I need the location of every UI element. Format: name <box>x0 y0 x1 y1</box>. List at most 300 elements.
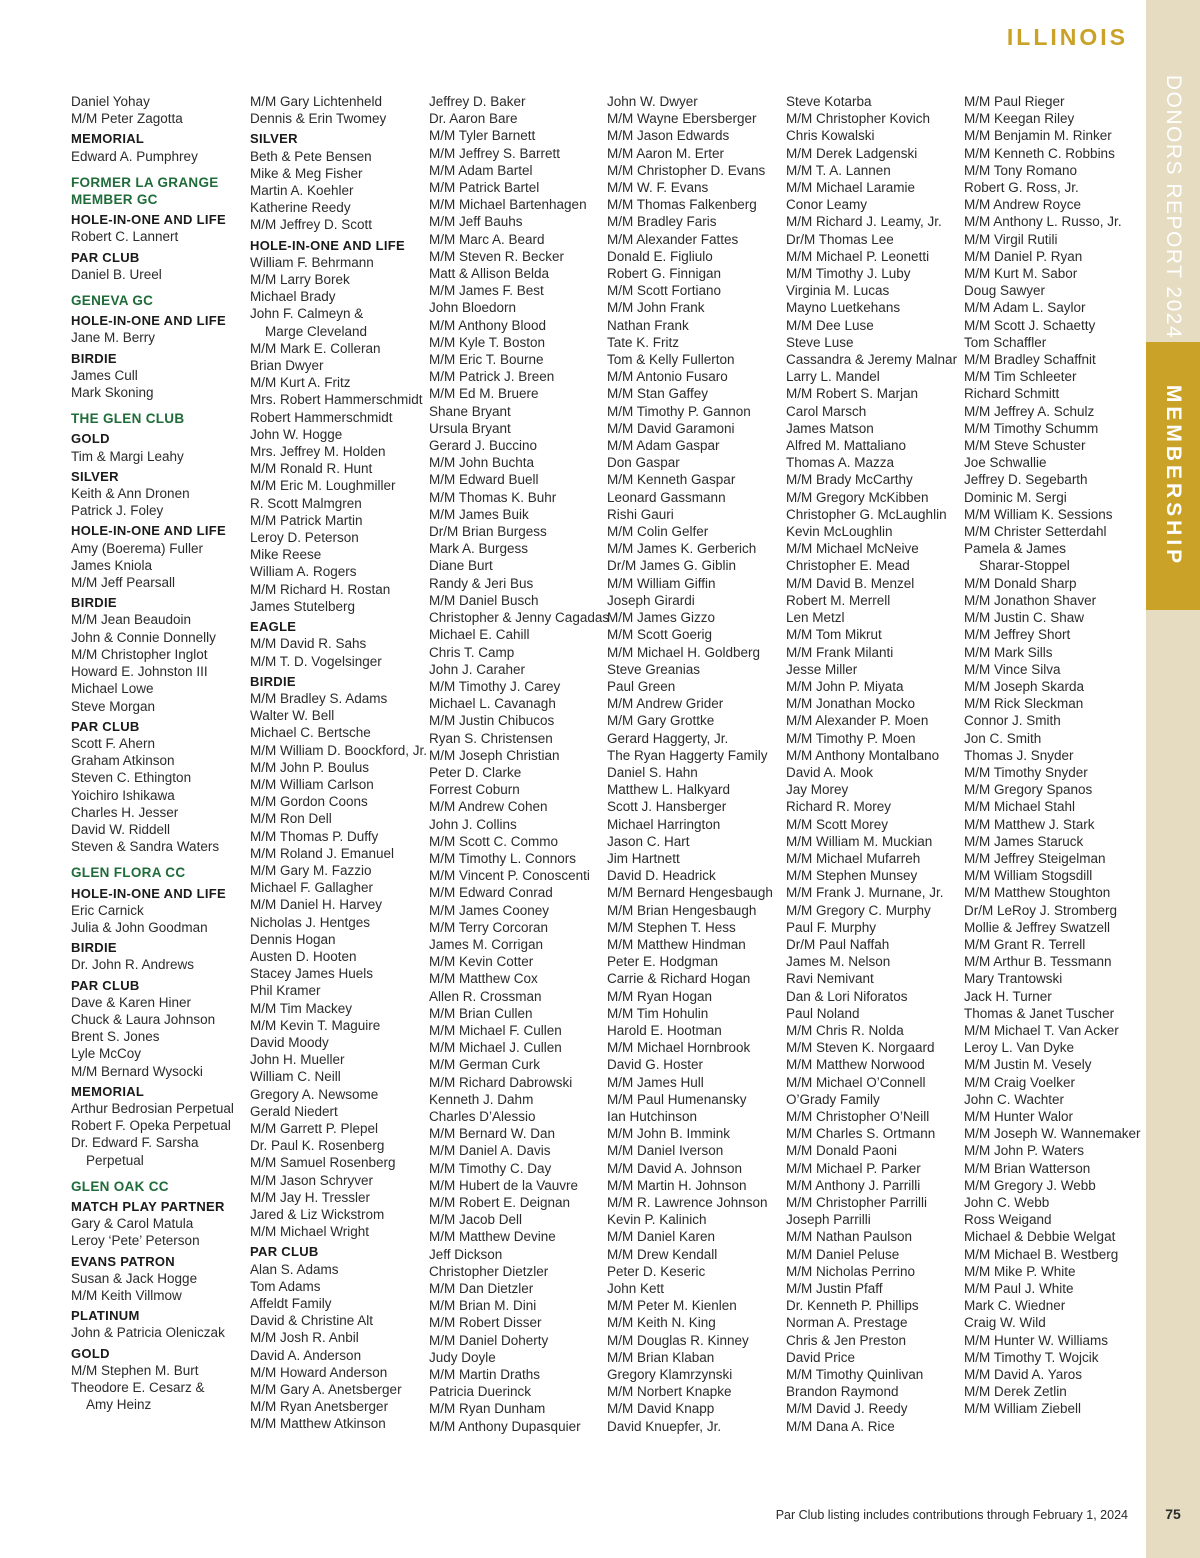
donor-name: Jane M. Berry <box>71 330 156 346</box>
donor-name: Forrest Coburn <box>429 782 520 798</box>
donor-name: Dr. Edward F. Sarsha <box>71 1135 199 1151</box>
donor-name: Michael Brady <box>250 289 336 305</box>
donor-name: M/M Kevin T. Maguire <box>250 1017 381 1033</box>
donor-name: Scott J. Hansberger <box>607 799 727 815</box>
donor-name: Keith & Ann Dronen <box>71 486 190 502</box>
donor-name: M/M Richard J. Leamy, Jr. <box>786 214 942 230</box>
donor-name: M/M Matthew Hindman <box>607 936 746 952</box>
donor-name: M/M Robert E. Deignan <box>429 1195 571 1210</box>
donor-name: Dr/M Thomas Lee <box>786 231 894 247</box>
donor-name: M/M James Cooney <box>429 902 550 918</box>
donor-name: M/M Michael Mufarreh <box>786 850 921 866</box>
donor-name: M/M Daniel Doherty <box>429 1332 549 1348</box>
donor-name: Cassandra & Jeremy Malnar <box>786 352 958 368</box>
donor-name: Chris Kowalski <box>786 128 875 144</box>
donor-name: M/M Thomas Falkenberg <box>607 197 757 213</box>
level-heading: SILVER <box>71 468 119 484</box>
donor-name: Graham Atkinson <box>71 753 175 769</box>
donor-name: M/M Paul J. White <box>964 1281 1074 1297</box>
level-heading: MEMORIAL <box>71 131 145 147</box>
donor-name: Jay Morey <box>786 782 849 798</box>
donor-name: M/M Gary Lichtenheld <box>250 94 383 109</box>
donor-name: Dr. Paul K. Rosenberg <box>250 1138 385 1154</box>
donor-name: M/M James Gizzo <box>607 610 716 626</box>
donor-name: M/M Larry Borek <box>250 272 350 288</box>
level-heading: MEMORIAL <box>71 1083 145 1099</box>
donor-name: M/M Andrew Cohen <box>429 799 548 815</box>
donor-name: M/M Brian Watterson <box>964 1160 1091 1176</box>
donor-name: Christopher Dietzler <box>429 1263 549 1279</box>
donor-name: M/M Robert Disser <box>429 1315 542 1331</box>
donor-name: M/M Daniel Karen <box>607 1229 716 1245</box>
donor-name: Gregory Klamrzynski <box>607 1367 733 1383</box>
donor-name: M/M David A. Johnson <box>607 1160 743 1176</box>
donor-name: M/M Joseph Christian <box>429 747 560 763</box>
donor-name: David Knuepfer, Jr. <box>607 1418 722 1434</box>
donor-name: Conor Leamy <box>786 197 868 213</box>
donor-name: M/M Anthony J. Parrilli <box>786 1177 921 1193</box>
donor-name: M/M John B. Immink <box>607 1126 731 1142</box>
page-number: 75 <box>1165 1506 1181 1522</box>
donor-name: John Kett <box>607 1281 665 1297</box>
donor-name: M/M Derek Ladgenski <box>786 145 918 161</box>
donor-name: Virginia M. Lucas <box>786 283 890 299</box>
donor-name: James Matson <box>786 420 874 436</box>
donor-name: Nathan Frank <box>607 317 689 333</box>
donor-name: David D. Headrick <box>607 868 716 884</box>
donor-name: M/M Jason Edwards <box>607 128 730 144</box>
donor-name: Michael Lowe <box>71 681 154 697</box>
donor-name: John H. Mueller <box>250 1052 345 1068</box>
donor-name: David G. Hoster <box>607 1057 704 1073</box>
donor-name: M/M Adam Bartel <box>429 162 533 178</box>
donor-name: Robert Hammerschmidt <box>250 409 393 425</box>
donor-name: M/M Andrew Grider <box>607 696 724 712</box>
donor-name: M/M Vincent P. Conoscenti <box>429 868 590 884</box>
donor-name: M/M Steven R. Becker <box>429 248 565 264</box>
donor-name: Paul F. Murphy <box>786 919 877 935</box>
donor-name: M/M Matthew Devine <box>429 1229 556 1245</box>
donor-name: M/M Edward Buell <box>429 472 539 488</box>
level-heading: PLATINUM <box>71 1308 140 1324</box>
donor-name: M/M Michael Bartenhagen <box>429 197 587 213</box>
donor-name: Robert F. Opeka Perpetual <box>71 1118 231 1134</box>
donor-name: Jim Hartnett <box>607 850 680 866</box>
donor-name: Ian Hutchinson <box>607 1108 698 1124</box>
donor-name: Ryan S. Christensen <box>429 730 553 746</box>
donor-name: M/M John P. Miyata <box>786 678 904 694</box>
donor-name: Katherine Reedy <box>250 200 351 216</box>
donor-name: M/M Christopher D. Evans <box>607 162 766 178</box>
club-heading: THE GLEN CLUB <box>71 411 185 427</box>
donor-column-1 <box>71 93 245 1413</box>
donor-name: M/M Kenneth Gaspar <box>607 472 736 488</box>
donor-name: M/M Dee Luse <box>786 317 874 333</box>
donor-name: Christopher E. Mead <box>786 558 910 574</box>
donor-name: Yoichiro Ishikawa <box>71 787 175 803</box>
level-heading: BIRDIE <box>250 673 296 689</box>
donor-name: Peter D. Keseric <box>607 1263 706 1279</box>
donor-name: M/M Scott C. Commo <box>429 833 559 849</box>
donor-name: Randy & Jeri Bus <box>429 575 534 591</box>
donor-name: John C. Wachter <box>964 1091 1065 1107</box>
donor-name: M/M Bernard Wysocki <box>71 1063 203 1079</box>
donor-name: Dennis Hogan <box>250 931 336 947</box>
donor-name: M/M Daniel H. Harvey <box>250 897 383 913</box>
footer-note: Par Club listing includes contributions through February 1, 2024 <box>775 1508 1128 1522</box>
sidebar <box>1146 0 1200 1558</box>
donor-name: M/M Alexander Fattes <box>607 231 739 247</box>
donor-name: M/M Tony Romano <box>964 162 1078 178</box>
donor-name: Eric Carnick <box>71 902 144 918</box>
donor-name: M/M Anthony Dupasquier <box>429 1418 581 1434</box>
donor-name: David & Christine Alt <box>250 1313 374 1329</box>
donor-name: Steven C. Ethington <box>71 770 192 786</box>
donor-name: M/M Timothy Quinlivan <box>786 1367 924 1383</box>
donor-name: M/M Chris R. Nolda <box>786 1022 904 1038</box>
donor-name: Steven & Sandra Waters <box>71 839 220 855</box>
donor-name: M/M William Ziebell <box>964 1401 1082 1417</box>
donor-name: M/M Matthew J. Stark <box>964 816 1095 832</box>
donor-name: Shane Bryant <box>429 403 511 419</box>
donor-name: M/M Mark Sills <box>964 644 1053 660</box>
donor-name: M/M Kyle T. Boston <box>429 334 546 350</box>
donor-name: M/M Gordon Coons <box>250 794 368 810</box>
donor-name: Patrick J. Foley <box>71 503 164 519</box>
donor-name: M/M Brian Klaban <box>607 1349 715 1365</box>
level-heading: PAR CLUB <box>250 1244 319 1260</box>
donor-name: M/M John Frank <box>607 300 705 316</box>
donor-name: M/M Peter Zagotta <box>71 111 183 127</box>
donor-name: Michael L. Cavanagh <box>429 696 556 712</box>
donor-name: Judy Doyle <box>429 1349 496 1365</box>
donor-name: Mrs. Jeffrey M. Holden <box>250 444 386 460</box>
donor-name: M/M Matthew Atkinson <box>250 1416 386 1432</box>
donor-name: Thomas A. Mazza <box>786 455 895 471</box>
donor-name: Leroy ‘Pete’ Peterson <box>71 1233 200 1249</box>
donor-name: M/M Tim Schleeter <box>964 369 1077 385</box>
donor-name: M/M Martin H. Johnson <box>607 1177 747 1193</box>
donor-name: M/M Joseph Skarda <box>964 678 1085 694</box>
donor-column-5 <box>786 93 960 1435</box>
donor-name: M/M Timothy P. Moen <box>786 730 916 746</box>
club-heading: MEMBER GC <box>71 192 158 208</box>
donor-name: Brent S. Jones <box>71 1029 160 1045</box>
donor-name: M/M Patrick J. Breen <box>429 369 555 385</box>
donor-name: M/M Antonio Fusaro <box>607 369 728 385</box>
donor-name: Dr. Kenneth P. Phillips <box>786 1298 919 1314</box>
donor-name: M/M Christopher Parrilli <box>786 1195 928 1210</box>
donor-name: Joe Schwallie <box>964 455 1047 471</box>
level-heading: PAR CLUB <box>71 977 140 993</box>
donor-name: M/M Scott Fortiano <box>607 283 722 299</box>
donor-name: M/M Andrew Royce <box>964 197 1082 213</box>
donor-name: M/M Ed M. Bruere <box>429 386 539 402</box>
donor-name: M/M Jeffrey Short <box>964 627 1071 643</box>
donor-name-continued: Marge Cleveland <box>265 323 368 339</box>
donor-name-continued: Perpetual <box>86 1152 144 1168</box>
donor-column-2 <box>250 93 428 1433</box>
donor-name: M/M Kevin Cotter <box>429 954 534 970</box>
level-heading: HOLE-IN-ONE AND LIFE <box>71 212 227 228</box>
donor-name: M/M Timothy C. Day <box>429 1160 552 1176</box>
donor-name: M/M Frank Milanti <box>786 644 894 660</box>
donor-name: M/M Mike P. White <box>964 1263 1076 1279</box>
donor-name: M/M Jeffrey S. Barrett <box>429 145 561 161</box>
donor-name: M/M Gary Grottke <box>607 713 715 729</box>
donor-name: M/M Jeffrey Steigelman <box>964 850 1106 866</box>
donor-name: Robert C. Lannert <box>71 229 179 245</box>
donor-name: Doug Sawyer <box>964 283 1046 299</box>
donor-name: M/M Gregory C. Murphy <box>786 902 931 918</box>
donor-name: M/M Tim Mackey <box>250 1000 353 1016</box>
donor-name: M/M William K. Sessions <box>964 506 1113 522</box>
donor-name: John & Patricia Oleniczak <box>71 1325 225 1341</box>
donor-name: David A. Anderson <box>250 1347 362 1363</box>
donor-name: M/M Michael P. Leonetti <box>786 248 930 264</box>
donor-name: John W. Hogge <box>250 426 343 442</box>
donor-name: Dan & Lori Niforatos <box>786 988 908 1004</box>
donor-name-continued: Sharar-Stoppel <box>979 558 1070 574</box>
donor-name: Carol Marsch <box>786 403 867 419</box>
donor-name: M/M Kurt M. Sabor <box>964 266 1078 282</box>
donor-name: M/M Matthew Stoughton <box>964 885 1111 901</box>
donor-name: Nicholas J. Hentges <box>250 914 371 930</box>
donor-name: M/M Colin Gelfer <box>607 524 709 540</box>
donor-name: Peter D. Clarke <box>429 764 522 780</box>
donor-name: M/M German Curk <box>429 1057 541 1073</box>
donor-name: Dr. John R. Andrews <box>71 957 195 973</box>
donor-name: M/M Drew Kendall <box>607 1246 718 1262</box>
donor-name: M/M Keith Villmow <box>71 1288 182 1303</box>
donor-name: The Ryan Haggerty Family <box>607 747 768 763</box>
donor-name: M/M Timothy L. Connors <box>429 850 577 866</box>
donor-name: Tom Schaffler <box>964 334 1047 350</box>
donor-name: M/M Daniel Peluse <box>786 1246 900 1262</box>
donor-name: M/M Craig Voelker <box>964 1074 1076 1090</box>
donor-name: Jesse Miller <box>786 661 858 677</box>
donor-name: Mark C. Wiedner <box>964 1298 1066 1314</box>
donor-name: David A. Mook <box>786 764 874 780</box>
donor-name: M/M Justin M. Vesely <box>964 1057 1092 1073</box>
donor-name: M/M Justin Pfaff <box>786 1281 883 1297</box>
donor-name: M/M Daniel Busch <box>429 592 539 608</box>
donor-name: John C. Webb <box>964 1195 1050 1210</box>
donor-name: M/M Bernard W. Dan <box>429 1126 556 1142</box>
donor-name: M/M Nicholas Perrino <box>786 1263 916 1279</box>
donor-name: Robert G. Finnigan <box>607 266 722 282</box>
level-heading: BIRDIE <box>71 350 117 366</box>
donor-name: Patricia Duerinck <box>429 1384 532 1400</box>
donor-name: Austen D. Hooten <box>250 948 357 964</box>
donor-name: M/M Michael Laramie <box>786 180 916 196</box>
donor-name: M/M Nathan Paulson <box>786 1229 913 1245</box>
donor-name: M/M Daniel Iverson <box>607 1143 724 1159</box>
donor-name: M/M Arthur B. Tessmann <box>964 954 1112 970</box>
donor-name: Robert G. Ross, Jr. <box>964 180 1079 196</box>
donor-name: M/M Patrick Bartel <box>429 180 540 196</box>
donor-name: Jeffrey D. Segebarth <box>964 472 1088 488</box>
donor-name: John F. Calmeyn & <box>250 306 364 322</box>
donor-name: John W. Dwyer <box>607 94 698 109</box>
donor-name: Daniel Yohay <box>71 94 150 109</box>
donor-name: Phil Kramer <box>250 983 321 999</box>
donor-name: O’Grady Family <box>786 1091 880 1107</box>
donor-name: Joseph Parrilli <box>786 1212 871 1228</box>
donor-name: Tim & Margi Leahy <box>71 448 184 464</box>
donor-name: M/M Adam Gaspar <box>607 438 720 454</box>
donor-name: M/M T. D. Vogelsinger <box>250 653 382 669</box>
donor-name: M/M Jason Schryver <box>250 1172 374 1188</box>
donor-name: M/M Paul Rieger <box>964 94 1065 109</box>
donor-name: John J. Caraher <box>429 661 526 677</box>
donor-name-continued: Amy Heinz <box>86 1397 152 1413</box>
donor-name: Dr/M Brian Burgess <box>429 524 547 540</box>
donor-name: M/M Tim Hohulin <box>607 1005 709 1021</box>
donor-name: M/M Bradley Schaffnit <box>964 352 1096 368</box>
donor-name: John & Connie Donnelly <box>71 629 216 645</box>
donor-name: M/M Brian Hengesbaugh <box>607 902 757 918</box>
donor-name: Chris & Jen Preston <box>786 1332 907 1348</box>
donor-name: M/M Wayne Ebersberger <box>607 111 757 127</box>
donor-name: James Kniola <box>71 557 153 573</box>
donor-name: Dr/M James G. Giblin <box>607 558 737 574</box>
donor-name: M/M Michael Hornbrook <box>607 1040 751 1056</box>
donor-name: M/M James Hull <box>607 1074 704 1090</box>
donor-name: M/M Donald Sharp <box>964 575 1077 591</box>
donor-name: M/M Michael Stahl <box>964 799 1076 815</box>
donor-name: Dr. Aaron Bare <box>429 111 518 127</box>
donor-name: M/M Jay H. Tressler <box>250 1189 371 1205</box>
donor-name: M/M David J. Reedy <box>786 1401 908 1417</box>
donor-name: Leroy L. Van Dyke <box>964 1040 1075 1056</box>
donor-name: Michael E. Cahill <box>429 627 530 643</box>
donor-name: Martin A. Koehler <box>250 183 354 199</box>
club-heading: GLEN FLORA CC <box>71 865 186 881</box>
donor-name: M/M Jeffrey D. Scott <box>250 217 373 233</box>
donor-name: Norman A. Prestage <box>786 1315 908 1331</box>
donor-name: Stacey James Huels <box>250 966 374 982</box>
donor-name: M/M Christopher Inglot <box>71 646 208 662</box>
donor-name: M/M John P. Boulus <box>250 759 370 775</box>
donor-name: Don Gaspar <box>607 455 680 471</box>
club-heading: GLEN OAK CC <box>71 1178 169 1194</box>
donor-name: Michael F. Gallagher <box>250 880 374 896</box>
donor-name: Dr/M Paul Naffah <box>786 936 890 952</box>
donor-name: M/M Jean Beaudoin <box>71 612 192 628</box>
section-title: MEMBERSHIP <box>1162 384 1185 568</box>
donor-name: M/M Daniel A. Davis <box>429 1143 551 1159</box>
donor-name: M/M David B. Menzel <box>786 575 915 591</box>
donor-name: M/M Robert S. Marjan <box>786 386 919 402</box>
donor-name: John J. Collins <box>429 816 517 832</box>
donor-name: M/M Dana A. Rice <box>786 1418 895 1434</box>
donor-name: M/M Timothy J. Luby <box>786 266 911 282</box>
donor-name: M/M Aaron M. Erter <box>607 145 725 161</box>
donor-name: Howard E. Johnston III <box>71 664 208 680</box>
donor-name: M/M Matthew Cox <box>429 971 538 987</box>
donor-name: Mark Skoning <box>71 385 154 401</box>
donor-name: Jared & Liz Wickstrom <box>250 1207 385 1222</box>
donor-name: M/M William Carlson <box>250 776 374 792</box>
donor-name: M/M T. A. Lannen <box>786 162 891 178</box>
donor-name: M/M Brian Cullen <box>429 1005 533 1021</box>
donor-name: Jeff Dickson <box>429 1246 503 1262</box>
level-heading: EVANS PATRON <box>71 1253 175 1269</box>
donor-name: Chris T. Camp <box>429 644 515 660</box>
donor-name: M/M Michael O’Connell <box>786 1074 926 1090</box>
donor-name: M/M Thomas P. Duffy <box>250 828 379 844</box>
donor-name: Amy (Boerema) Fuller <box>71 540 204 556</box>
donor-name: Leroy D. Peterson <box>250 530 359 546</box>
donor-name: Dave & Karen Hiner <box>71 994 192 1010</box>
donor-name: M/M Gary M. Fazzio <box>250 862 372 878</box>
donor-name: Thomas J. Snyder <box>964 747 1074 763</box>
donor-name: M/M R. Lawrence Johnson <box>607 1195 768 1210</box>
level-heading: MATCH PLAY PARTNER <box>71 1198 225 1214</box>
donor-name: M/M Timothy Snyder <box>964 764 1088 780</box>
donor-name: M/M Frank J. Murnane, Jr. <box>786 885 944 901</box>
donor-name: M/M Thomas K. Buhr <box>429 489 557 505</box>
donor-name: M/M Roland J. Emanuel <box>250 845 395 861</box>
donor-name: Michael & Debbie Welgat <box>964 1229 1116 1245</box>
donor-name: M/M Mark E. Colleran <box>250 340 381 356</box>
donor-name: M/M Christopher Kovich <box>786 111 931 127</box>
donor-name: Matt & Allison Belda <box>429 266 550 282</box>
donor-name: M/M Joseph W. Wannemaker <box>964 1126 1141 1142</box>
donor-name: M/M Justin C. Shaw <box>964 610 1085 626</box>
donor-name: Gerard Haggerty, Jr. <box>607 730 729 746</box>
level-heading: GOLD <box>71 431 110 447</box>
donor-name: M/M Douglas R. Kinney <box>607 1332 749 1348</box>
donor-name: M/M Patrick Martin <box>250 512 363 528</box>
donor-column-3 <box>429 93 610 1435</box>
donor-name: Gregory A. Newsome <box>250 1086 379 1102</box>
donor-name: M/M Kenneth C. Robbins <box>964 145 1115 161</box>
section-tab <box>1146 342 1200 610</box>
donor-name: David W. Riddell <box>71 821 171 837</box>
donor-name: Christopher G. McLaughlin <box>786 506 947 522</box>
donor-name: M/M Michael Wright <box>250 1224 370 1240</box>
donor-name: M/M Virgil Rutili <box>964 231 1058 247</box>
donor-name: M/M Terry Corcoran <box>429 919 549 935</box>
donor-name: Richard R. Morey <box>786 799 892 815</box>
donor-name: M/M Michael F. Cullen <box>429 1022 562 1038</box>
donor-name: M/M Ryan Anetsberger <box>250 1399 389 1415</box>
donor-name: Gerard J. Buccino <box>429 438 538 454</box>
donor-name: Beth & Pete Bensen <box>250 148 372 164</box>
donor-name: M/M James K. Gerberich <box>607 541 757 557</box>
donor-name: Brian Dwyer <box>250 358 324 374</box>
donor-name: Ross Weigand <box>964 1212 1052 1228</box>
donor-name: M/M Dan Dietzler <box>429 1281 534 1297</box>
donor-name: Peter E. Hodgman <box>607 954 719 970</box>
donor-name: Scott F. Ahern <box>71 735 156 751</box>
donor-name: Steve Greanias <box>607 661 701 677</box>
donor-column-4 <box>607 93 781 1435</box>
donor-name: M/M Rick Sleckman <box>964 696 1084 712</box>
donor-name: Joseph Girardi <box>607 592 695 608</box>
donor-name: Len Metzl <box>786 610 845 626</box>
donor-name: Leonard Gassmann <box>607 489 726 505</box>
donor-name: Mayno Luetkehans <box>786 300 901 316</box>
donor-name: Rishi Gauri <box>607 506 674 522</box>
donor-name: Thomas & Janet Tuscher <box>964 1005 1115 1021</box>
donor-name: M/M Paul Humenansky <box>607 1091 747 1107</box>
donor-name: M/M Richard H. Rostan <box>250 581 391 597</box>
club-heading: FORMER LA GRANGE <box>71 174 219 190</box>
donor-name: Theodore E. Cesarz & <box>71 1380 205 1396</box>
